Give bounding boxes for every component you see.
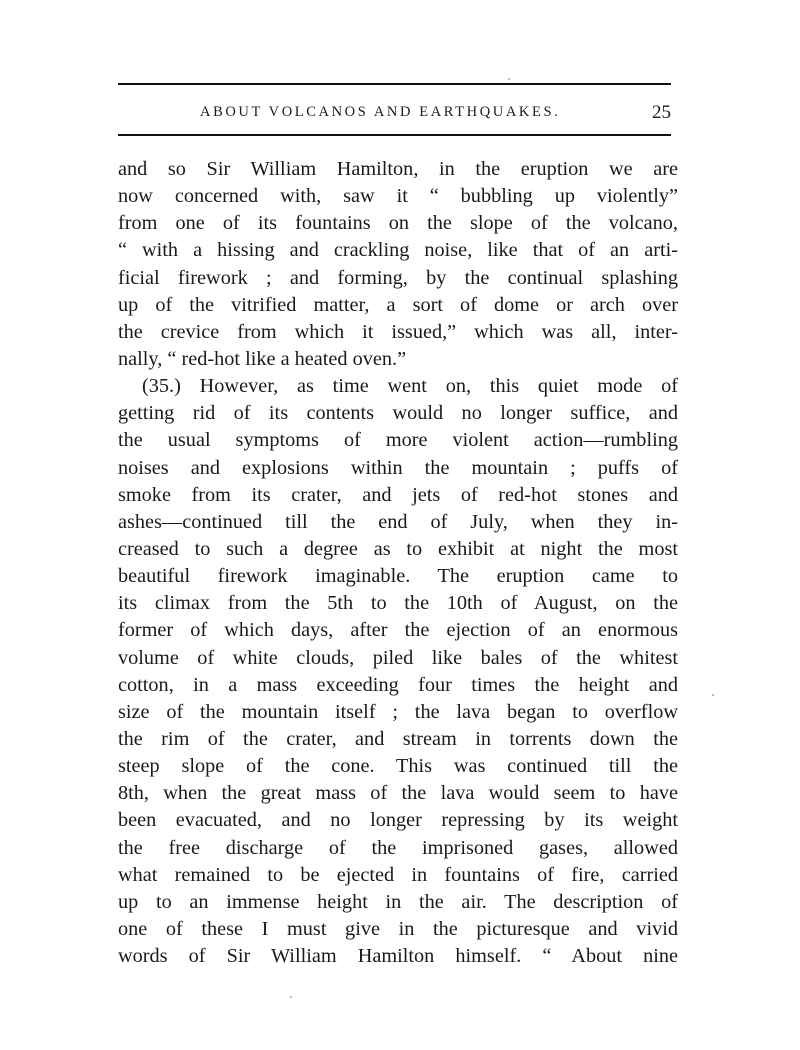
page-number: 25: [652, 102, 671, 123]
text-line: from one of its fountains on the slope of the volcano,: [118, 212, 678, 235]
paper-speck: [508, 78, 510, 80]
text-line: up to an immense height in the air. The description of: [118, 890, 678, 913]
text-line: the crevice from which it issued,” which was all, inter-: [118, 320, 678, 343]
text-line: been evacuated, and no longer repressing by its weight: [118, 809, 678, 832]
text-line: what remained to be ejected in fountains of fire, carried: [118, 863, 678, 886]
paper-speck: [712, 694, 714, 696]
text-line: one of these I must give in the picturesque and vivid: [118, 917, 678, 940]
text-line: the rim of the crater, and stream in torrents down the: [118, 727, 678, 750]
text-line: creased to such a degree as to exhibit at night the most: [118, 537, 678, 560]
running-head: ABOUT VOLCANOS AND EARTHQUAKES.: [200, 104, 561, 120]
text-line: the free discharge of the imprisoned gases, allowed: [118, 836, 678, 859]
header-rule-top: [118, 83, 671, 85]
text-line: noises and explosions within the mountain ; puffs of: [118, 456, 678, 479]
header-rule-bottom: [118, 134, 671, 136]
text-line: words of Sir William Hamilton himself. “ About nine: [118, 945, 678, 968]
text-line: now concerned with, saw it “ bubbling up violently”: [118, 185, 678, 208]
text-line: 8th, when the great mass of the lava would seem to have: [118, 782, 678, 805]
text-line: cotton, in a mass exceeding four times the height and: [118, 673, 678, 696]
text-line: ashes—continued till the end of July, when they in-: [118, 510, 678, 533]
text-line: and so Sir William Hamilton, in the eruption we are: [118, 158, 678, 180]
paragraph-start-line: (35.) However, as time went on, this quiet mode of: [142, 375, 678, 398]
text-line: “ with a hissing and crackling noise, like that of an arti-: [118, 239, 678, 262]
text-line: nally, “ red-hot like a heated oven.”: [118, 347, 407, 370]
text-line: getting rid of its contents would no longer suffice, and: [118, 402, 678, 425]
text-line: the usual symptoms of more violent action—rumbling: [118, 429, 678, 452]
text-line: its climax from the 5th to the 10th of August, on the: [118, 592, 678, 615]
text-line: beautiful firework imaginable. The eruption came to: [118, 565, 678, 588]
text-line: former of which days, after the ejection of an enormous: [118, 619, 678, 642]
text-line: up of the vitrified matter, a sort of dome or arch over: [118, 293, 678, 316]
text-line: smoke from its crater, and jets of red-hot stones and: [118, 483, 678, 506]
text-line: steep slope of the cone. This was continued till the: [118, 755, 678, 778]
text-line: size of the mountain itself ; the lava began to overflow: [118, 700, 678, 723]
paper-speck: [290, 996, 292, 998]
text-line: volume of white clouds, piled like bales of the whitest: [118, 646, 678, 669]
text-line: ficial firework ; and forming, by the continual splashing: [118, 266, 678, 289]
body-text: [118, 156, 678, 970]
